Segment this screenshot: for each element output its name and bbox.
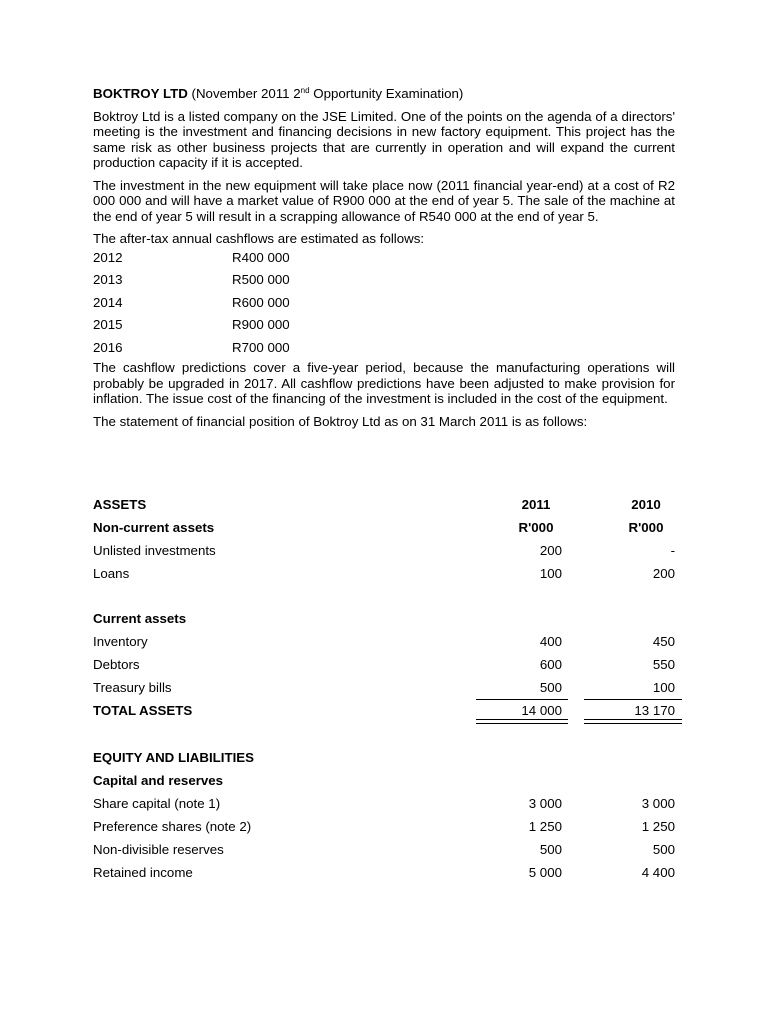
cashflow-row [93,314,675,337]
value-2011: 500 [539,680,562,695]
value-2010: - [670,543,675,558]
row-label: Unlisted investments [93,543,216,558]
row-label: Debtors [93,657,140,672]
column-year-2010: 2010 [631,497,661,512]
cashflow-amount: R700 000 [232,339,290,355]
statement-intro: The statement of financial position of Boktroy Ltd as on 31 March 2011 is as follows: [93,413,588,429]
statement-header-row [93,493,682,516]
value-2010: 1 250 [641,819,675,834]
table-row [93,861,682,884]
row-label: Non-divisible reserves [93,842,224,857]
intro-paragraph: Boktroy Ltd is a listed company on the JSE Limited. One of the points on the agenda of a directors' meeting is the investment and financing decisions in new factory equipment. This project has the same risk as other business projects that are currently in operation and will expand the current production capacity if it is accepted. [93,108,675,170]
table-row [93,562,682,585]
cashflow-year: 2015 [93,317,123,332]
table-row [93,676,682,699]
value-2010: 4 400 [641,865,675,880]
row-label: Treasury bills [93,680,172,695]
total-assets-row [93,699,682,722]
current-assets-heading-row [93,607,682,630]
value-2011: 3 000 [528,796,562,811]
row-label: Inventory [93,634,148,649]
cashflow-amount: R400 000 [232,249,290,265]
column-unit-2011: R'000 [518,520,554,535]
table-row [93,539,682,562]
total-assets-2010: 13 170 [634,703,675,718]
total-assets-2011: 14 000 [521,703,562,718]
column-year-2011: 2011 [521,497,551,512]
cashflow-amount: R900 000 [232,317,290,332]
table-row [93,838,682,861]
noncurrent-assets-heading: Non-current assets [93,520,215,535]
cashflow-intro: The after-tax annual cashflows are estimated as follows: [93,231,425,246]
total-double-rule-2010 [584,719,682,724]
value-2011: 5 000 [528,865,562,880]
row-label: Retained income [93,865,193,880]
column-unit-2010: R'000 [628,520,664,535]
value-2010: 200 [652,566,675,581]
cashflow-row [93,269,675,292]
value-2011: 500 [539,842,562,857]
value-2011: 1 250 [528,819,562,834]
exam-subtitle-sup: nd [300,86,310,95]
value-2011: 100 [539,566,562,581]
current-assets-heading: Current assets [93,611,187,626]
value-2010: 550 [652,657,675,672]
cashflow-row [93,247,675,270]
cashflow-row [93,292,675,315]
document-body [93,86,675,429]
table-row [93,815,682,838]
row-label: Preference shares (note 2) [93,819,252,834]
total-double-rule-2011 [476,719,568,724]
table-row [93,792,682,815]
equity-liabilities-heading: EQUITY AND LIABILITIES [93,750,255,765]
cashflow-year: 2014 [93,294,123,310]
value-2011: 600 [539,657,562,672]
investment-paragraph: The investment in the new equipment will take place now (2011 financial year-end) at a cost of R2 000 000 and will have a market value of R900 000 at the end of year 5. The sale of the machine at the end of year 5 will result in a scrapping allowance of R540 000 at the end of year 5. [93,177,675,224]
exam-subtitle-pre: (November 2011 2 [191,86,301,101]
capital-heading-row [93,769,682,792]
capital-reserves-heading: Capital and reserves [93,773,224,788]
total-assets-label: TOTAL ASSETS [93,703,193,718]
table-row [93,653,682,676]
value-2011: 200 [539,543,562,558]
value-2010: 450 [652,634,675,649]
exam-subtitle-post: Opportunity Examination) [309,86,464,101]
cashflow-amount: R600 000 [232,294,290,310]
value-2010: 500 [652,842,675,857]
document-heading [93,86,675,102]
cashflow-year: 2012 [93,249,123,265]
statement-subheader-row [93,516,682,539]
cashflow-row [93,337,675,360]
cashflow-list [93,247,675,360]
prediction-paragraph: The cashflow predictions cover a five-year period, because the manufacturing operations will probably be upgraded in 2017. All cashflow predictions have been adjusted to make provision for inflation. The issue cost of the financing of the investment is included in the cost of the equipment. [93,360,675,406]
equity-heading-row [93,746,682,769]
cashflow-amount: R500 000 [232,272,290,287]
cashflow-year: 2013 [93,272,123,287]
row-label: Share capital (note 1) [93,796,221,811]
table-row [93,630,682,653]
cashflow-year: 2016 [93,339,123,355]
row-label: Loans [93,566,130,581]
value-2011: 400 [539,634,562,649]
value-2010: 100 [652,680,675,695]
financial-position-statement [93,493,682,884]
value-2010: 3 000 [641,796,675,811]
company-title: BOKTROY LTD [93,86,188,101]
assets-heading: ASSETS [93,497,147,512]
